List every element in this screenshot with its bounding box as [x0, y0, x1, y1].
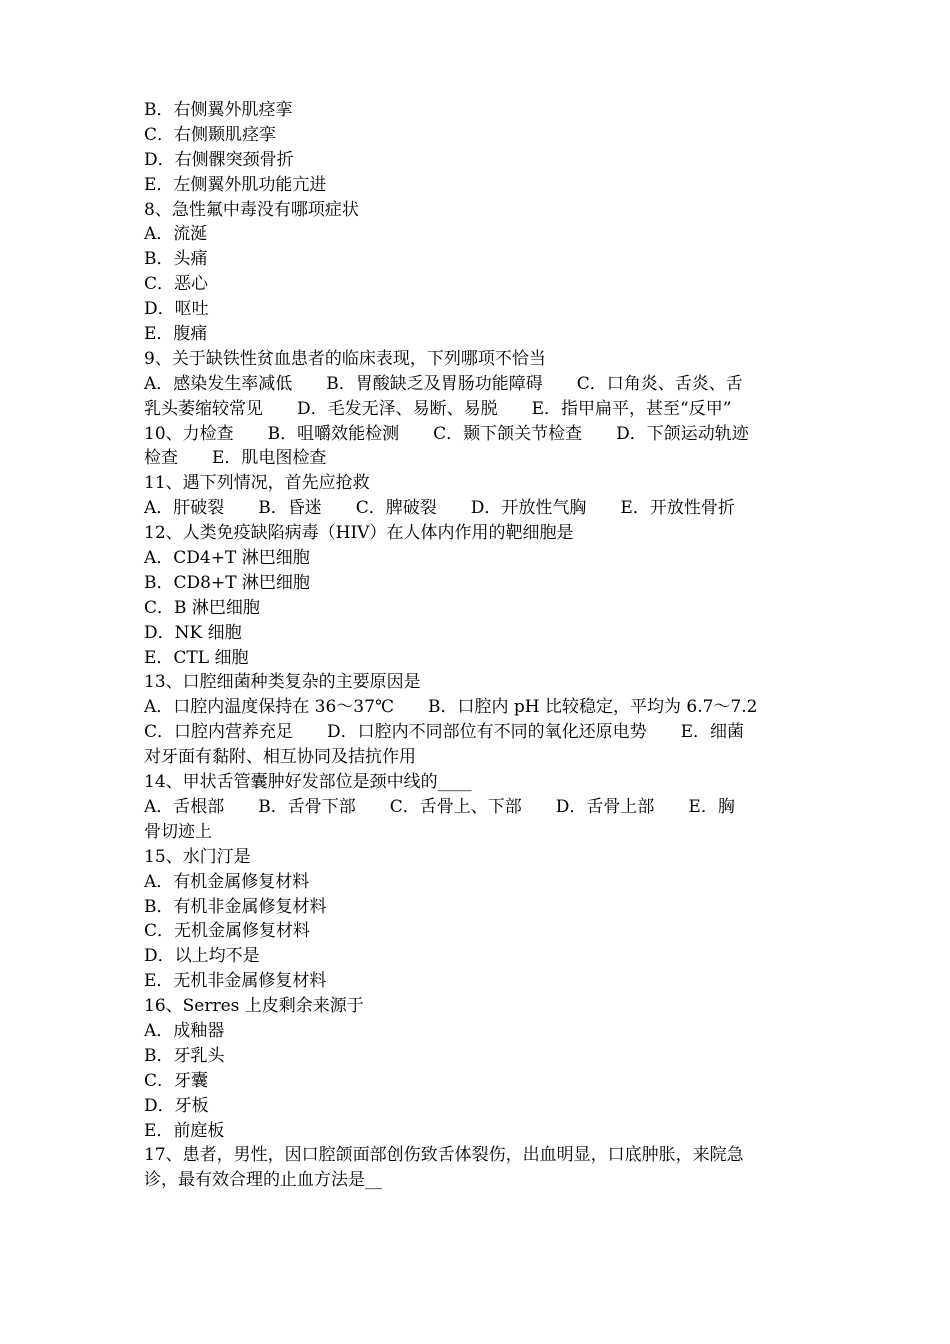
- text-line: A．口腔内温度保持在 36～37℃ B．口腔内 pH 比较稳定，平均为 6.7～7.2: [144, 697, 758, 718]
- question-title: 17、患者，男性，因口腔颌面部创伤致舌体裂伤，出血明显，口底肿胀，来院急: [144, 1145, 744, 1166]
- text-line: D．呕吐: [144, 299, 209, 320]
- text-line: D．以上均不是: [144, 946, 260, 967]
- text-line: 10、力检查 B．咀嚼效能检测 C．颞下颌关节检查 D．下颌运动轨迹: [144, 423, 749, 444]
- document-page: [144, 98, 812, 1193]
- text-line: B．牙乳头: [144, 1045, 225, 1066]
- question-title: 15、水门汀是: [144, 846, 251, 867]
- text-line: B．头痛: [144, 249, 208, 270]
- question-title: 14、甲状舌管囊肿好发部位是颈中线的____: [144, 772, 472, 793]
- text-line: A．流涎: [144, 224, 208, 245]
- question-title: 12、人类免疫缺陷病毒（HIV）在人体内作用的靶细胞是: [144, 523, 574, 544]
- text-line: D．NK 细胞: [144, 622, 242, 643]
- text-line: C．右侧颞肌痉挛: [144, 124, 277, 145]
- text-line: E．腹痛: [144, 324, 208, 345]
- text-line: A．肝破裂 B．昏迷 C．脾破裂 D．开放性气胸 E．开放性骨折: [144, 498, 735, 519]
- text-line: A．成釉器: [144, 1020, 225, 1041]
- question-title: 8、急性氟中毒没有哪项症状: [144, 199, 359, 220]
- text-line: 骨切迹上: [144, 821, 212, 842]
- text-line: 检查 E．肌电图检查: [144, 448, 327, 469]
- text-line: E．左侧翼外肌功能亢进: [144, 174, 327, 195]
- text-line: A．舌根部 B．舌骨下部 C．舌骨上、下部 D．舌骨上部 E．胸: [144, 796, 735, 817]
- text-line: D．右侧髁突颈骨折: [144, 149, 294, 170]
- text-line: B．CD8+T 淋巴细胞: [144, 572, 310, 593]
- question-title: 16、Serres 上皮剩余来源于: [144, 996, 364, 1017]
- text-line: 乳头萎缩较常见 D．毛发无泽、易断、易脱 E．指甲扁平，甚至“反甲”: [144, 398, 732, 419]
- text-line: A．有机金属修复材料: [144, 871, 310, 892]
- text-line: C．无机金属修复材料: [144, 921, 311, 942]
- text-line: E．CTL 细胞: [144, 647, 249, 668]
- text-line: E．前庭板: [144, 1120, 225, 1141]
- text-line: D．牙板: [144, 1095, 209, 1116]
- text-line: A．感染发生率减低 B．胃酸缺乏及胃肠功能障碍 C．口角炎、舌炎、舌: [144, 373, 743, 394]
- text-line: C．口腔内营养充足 D．口腔内不同部位有不同的氧化还原电势 E．细菌: [144, 722, 745, 743]
- text-line: C．恶心: [144, 274, 209, 295]
- text-line: B．右侧翼外肌痉挛: [144, 100, 293, 120]
- text-line: C．B 淋巴细胞: [144, 597, 260, 618]
- text-line: E．无机非金属修复材料: [144, 971, 327, 992]
- question-title: 13、口腔细菌种类复杂的主要原因是: [144, 672, 421, 693]
- question-title: 11、遇下列情况，首先应抢救: [144, 473, 370, 494]
- text-line: A．CD4+T 淋巴细胞: [144, 548, 310, 569]
- text-line: B．有机非金属修复材料: [144, 896, 327, 917]
- text-line: C．牙囊: [144, 1070, 209, 1091]
- question-title: 9、关于缺铁性贫血患者的临床表现，下列哪项不恰当: [144, 348, 546, 369]
- text-line: 诊，最有效合理的止血方法是__: [144, 1170, 382, 1191]
- text-line: 对牙面有黏附、相互协同及拮抗作用: [144, 747, 416, 768]
